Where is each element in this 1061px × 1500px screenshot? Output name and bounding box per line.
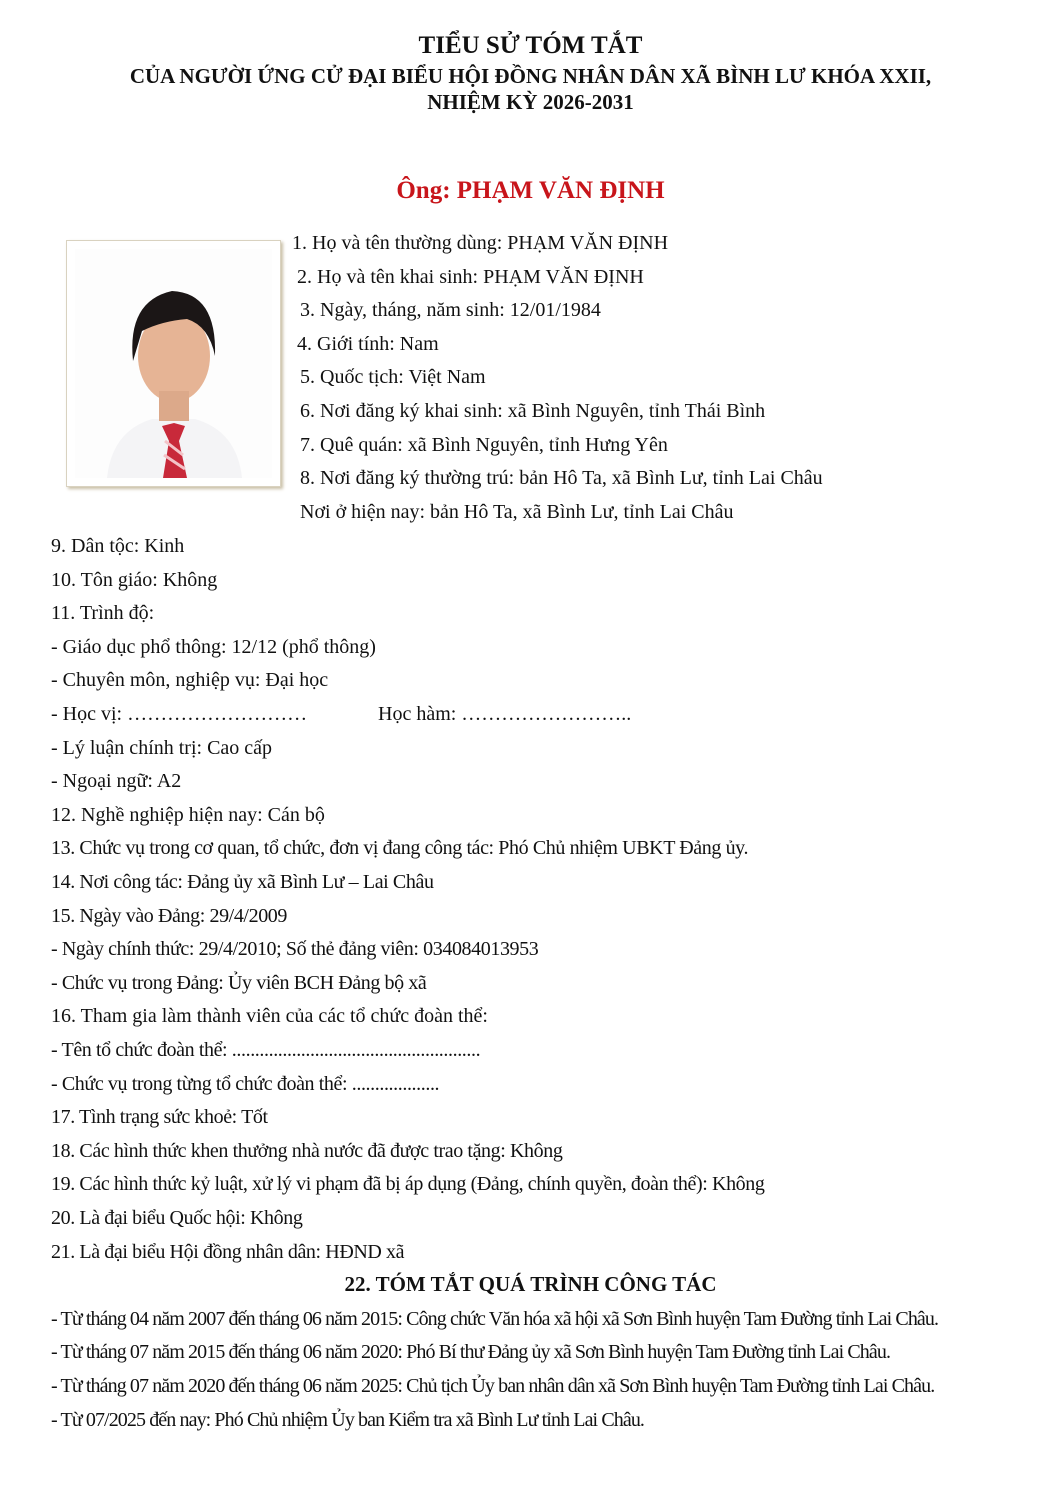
info-line: - Giáo dục phổ thông: 12/12 (phổ thông) bbox=[51, 635, 376, 658]
info-line: 11. Trình độ: bbox=[51, 602, 155, 625]
info-line: 2. Họ và tên khai sinh: PHẠM VĂN ĐỊNH bbox=[297, 266, 644, 288]
info-line: - Tên tổ chức đoàn thể: ...................................................... bbox=[51, 1039, 481, 1061]
work-history-item: - Từ tháng 07 năm 2015 đến tháng 06 năm 2020: Phó Bí thư Đảng ủy xã Sơn Bình huyện Tam Đường tỉnh Lai Châu. bbox=[51, 1341, 891, 1363]
info-line: Nơi ở hiện nay: bản Hô Ta, xã Bình Lư, tỉnh Lai Châu bbox=[300, 501, 734, 523]
info-line: 12. Nghề nghiệp hiện nay: Cán bộ bbox=[51, 803, 325, 826]
info-line: 8. Nơi đăng ký thường trú: bản Hô Ta, xã Bình Lư, tỉnh Lai Châu bbox=[300, 467, 823, 489]
info-line: 10. Tôn giáo: Không bbox=[51, 568, 218, 591]
info-line: - Ngày chính thức: 29/4/2010; Số thẻ đảng viên: 034084013953 bbox=[51, 938, 539, 961]
info-line: 17. Tình trạng sức khoẻ: Tốt bbox=[51, 1106, 268, 1129]
info-line: 5. Quốc tịch: Việt Nam bbox=[300, 366, 486, 388]
candidate-photo bbox=[66, 240, 281, 487]
doc-subtitle: CỦA NGƯỜI ỨNG CỬ ĐẠI BIỂU HỘI ĐỒNG NHÂN DÂN XÃ BÌNH LƯ KHÓA XXII, bbox=[129, 64, 932, 88]
info-line: 9. Dân tộc: Kinh bbox=[51, 535, 185, 557]
info-line: 1. Họ và tên thường dùng: PHẠM VĂN ĐỊNH bbox=[292, 232, 669, 254]
info-line: 20. Là đại biểu Quốc hội: Không bbox=[51, 1207, 303, 1229]
info-line: 7. Quê quán: xã Bình Nguyên, tỉnh Hưng Yên bbox=[300, 434, 668, 456]
work-history-heading: 22. TÓM TẮT QUÁ TRÌNH CÔNG TÁC bbox=[344, 1272, 717, 1296]
candidate-name: Ông: PHẠM VĂN ĐỊNH bbox=[396, 177, 665, 204]
info-line: 18. Các hình thức khen thưởng nhà nước đã được trao tặng: Không bbox=[51, 1139, 563, 1162]
info-line: 14. Nơi công tác: Đảng ủy xã Bình Lư – Lai Châu bbox=[51, 871, 434, 893]
info-line: 3. Ngày, tháng, năm sinh: 12/01/1984 bbox=[300, 299, 601, 321]
info-line: - Lý luận chính trị: Cao cấp bbox=[51, 736, 273, 759]
info-line: - Học vị: ……………………… bbox=[51, 703, 308, 725]
info-line: 16. Tham gia làm thành viên của các tổ chức đoàn thể: bbox=[51, 1005, 488, 1028]
hoc-ham: Học hàm: …………………….. bbox=[378, 703, 632, 725]
info-line: - Ngoại ngữ: A2 bbox=[51, 770, 182, 793]
info-line: 13. Chức vụ trong cơ quan, tổ chức, đơn vị đang công tác: Phó Chủ nhiệm UBKT Đảng ủy. bbox=[51, 837, 749, 860]
info-line: 4. Giới tính: Nam bbox=[297, 333, 439, 355]
doc-title: TIỂU SỬ TÓM TẮT bbox=[418, 32, 643, 59]
info-line: - Chức vụ trong từng tổ chức đoàn thể: ................... bbox=[51, 1072, 440, 1095]
doc-term: NHIỆM KỲ 2026-2031 bbox=[427, 90, 634, 114]
info-line: 6. Nơi đăng ký khai sinh: xã Bình Nguyên, tỉnh Thái Bình bbox=[300, 400, 766, 422]
portrait-image bbox=[67, 241, 280, 486]
work-history-item: - Từ tháng 07 năm 2020 đến tháng 06 năm 2025: Chủ tịch Ủy ban nhân dân xã Sơn Bình huyện Tam Đường tỉnh Lai Châu. bbox=[51, 1375, 935, 1397]
info-line: 19. Các hình thức kỷ luật, xử lý vi phạm đã bị áp dụng (Đảng, chính quyền, đoàn thể): Không bbox=[51, 1173, 765, 1196]
info-line: 15. Ngày vào Đảng: 29/4/2009 bbox=[51, 904, 287, 927]
work-history-item: - Từ tháng 04 năm 2007 đến tháng 06 năm 2015: Công chức Văn hóa xã hội xã Sơn Bình huyện Tam Đường tỉnh Lai Châu. bbox=[51, 1308, 939, 1330]
info-line: - Chuyên môn, nghiệp vụ: Đại học bbox=[51, 669, 329, 692]
info-line: - Chức vụ trong Đảng: Ủy viên BCH Đảng bộ xã bbox=[51, 971, 427, 994]
work-history-item: - Từ 07/2025 đến nay: Phó Chủ nhiệm Ủy ban Kiểm tra xã Bình Lư tỉnh Lai Châu. bbox=[51, 1409, 645, 1431]
info-line: 21. Là đại biểu Hội đồng nhân dân: HĐND xã bbox=[51, 1240, 405, 1263]
